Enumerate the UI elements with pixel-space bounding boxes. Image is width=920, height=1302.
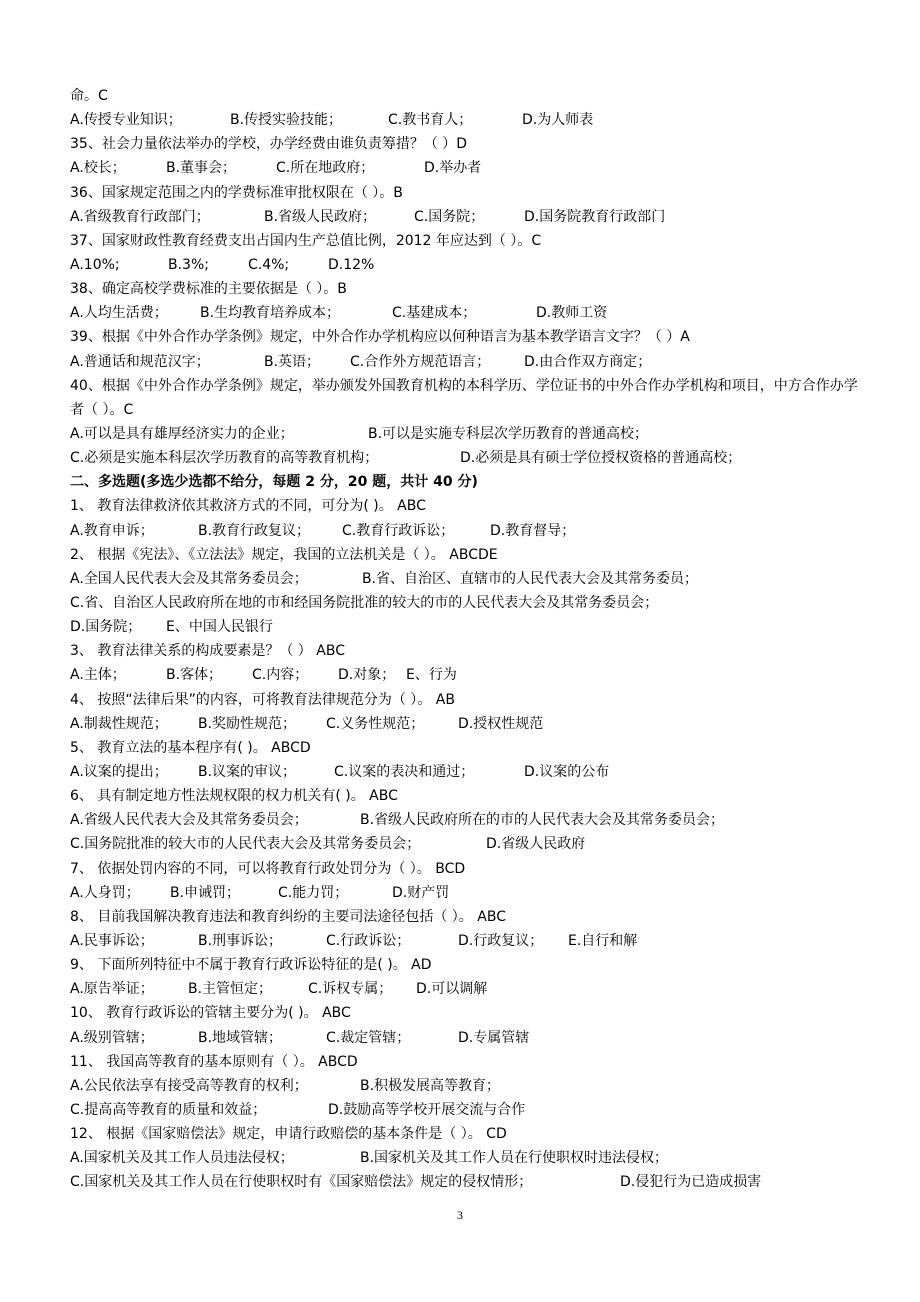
text-line bbox=[70, 663, 860, 687]
text-line bbox=[70, 615, 860, 639]
option-text: D.财产罚 bbox=[392, 884, 450, 901]
option-text: A.主体； bbox=[70, 667, 126, 684]
line-text: 2、 根据《宪法》、《立法法》规定，我国的立法机关是（ ）。 ABCDE bbox=[70, 546, 498, 563]
text-line bbox=[70, 422, 860, 446]
option-text: C.国家机关及其工作人员在行使职权时有《国家赔偿法》规定的侵权情形； bbox=[70, 1174, 533, 1191]
text-line bbox=[70, 1098, 860, 1122]
option-text: A.可以是具有雄厚经济实力的企业； bbox=[70, 426, 294, 442]
option-text: D.由合作双方商定； bbox=[524, 353, 652, 370]
text-line bbox=[70, 108, 860, 132]
option-text: D.议案的公布 bbox=[524, 763, 610, 780]
text-line bbox=[70, 543, 860, 567]
text-line bbox=[70, 1122, 860, 1146]
option-text: B.积极发展高等教育； bbox=[360, 1077, 501, 1094]
text-line bbox=[70, 977, 860, 1001]
line-text: 10、 教育行政诉讼的管辖主要分为( )。 ABC bbox=[70, 1005, 351, 1022]
text-line bbox=[70, 374, 860, 422]
option-text: C.能力罚； bbox=[278, 884, 349, 901]
option-text: A.原告举证； bbox=[70, 981, 154, 998]
line-text: 5、 教育立法的基本程序有( )。 ABCD bbox=[70, 739, 311, 756]
text-line bbox=[70, 953, 860, 977]
option-text: D.举办者 bbox=[424, 160, 482, 177]
text-line bbox=[70, 325, 860, 349]
line-text: 11、 我国高等教育的基本原则有（ ）。 ABCD bbox=[70, 1053, 358, 1070]
option-text: B.传授实验技能； bbox=[230, 112, 343, 129]
option-text: A.普通话和规范汉字； bbox=[70, 353, 210, 370]
option-text: D.必须是具有硕士学位授权资格的普通高校； bbox=[460, 450, 742, 467]
option-text: A.10%; bbox=[70, 256, 120, 273]
text-line bbox=[70, 181, 860, 205]
option-text: D.侵犯行为已造成损害 bbox=[620, 1174, 762, 1191]
option-text: B.地域管辖； bbox=[198, 1029, 283, 1046]
line-text: 4、 按照“法律后果”的内容，可将教育法律规范分为（ ）。 AB bbox=[70, 691, 455, 708]
line-text: C.省、自治区人民政府所在地的市和经国务院批准的较大的市的人民代表大会及其常务委员会； bbox=[70, 594, 659, 611]
option-text: C.国务院； bbox=[414, 208, 485, 225]
line-text: 40、根据《中外合作办学条例》规定，举办颁发外国教育机构的本科学历、学位证书的中外合作办学机构和项目，中方合作办学者（ ）。C bbox=[70, 377, 858, 418]
option-text: B.议案的审议； bbox=[198, 763, 297, 780]
option-text: A.人均生活费； bbox=[70, 305, 168, 322]
text-line bbox=[70, 736, 860, 760]
option-text: C.必须是实施本科层次学历教育的高等教育机构； bbox=[70, 450, 379, 467]
text-line bbox=[70, 1050, 860, 1074]
text-line bbox=[70, 446, 860, 470]
text-line bbox=[70, 881, 860, 905]
option-text: A.民事诉讼； bbox=[70, 932, 154, 949]
option-text: D.国务院教育行政部门 bbox=[524, 208, 666, 225]
option-text: B.英语； bbox=[264, 353, 321, 370]
option-text: D.对象； bbox=[338, 667, 396, 684]
option-text: C.内容； bbox=[252, 667, 309, 684]
exam-content bbox=[70, 84, 860, 1195]
option-text: E.自行和解 bbox=[568, 932, 638, 949]
text-line bbox=[70, 253, 860, 277]
line-text: 35、社会力量依法举办的学校，办学经费由谁负责筹措？（ ）D bbox=[70, 136, 468, 153]
option-text: A.校长； bbox=[70, 160, 126, 177]
text-line bbox=[70, 205, 860, 229]
line-text: 38、确定高校学费标准的主要依据是（ ）。B bbox=[70, 281, 347, 298]
option-text: A.全国人民代表大会及其常务委员会； bbox=[70, 570, 308, 587]
text-line bbox=[70, 84, 860, 108]
option-text: A.制裁性规范； bbox=[70, 715, 168, 732]
line-text: 8、 目前我国解决教育违法和教育纠纷的主要司法途径包括（ ）。 ABC bbox=[70, 908, 506, 925]
option-text: C.行政诉讼； bbox=[326, 932, 411, 949]
option-text: A.传授专业知识； bbox=[70, 112, 182, 129]
text-line bbox=[70, 1026, 860, 1050]
text-line bbox=[70, 688, 860, 712]
option-text: A.公民依法享有接受高等教育的权利； bbox=[70, 1077, 308, 1094]
option-text: B.董事会； bbox=[166, 160, 237, 177]
text-line bbox=[70, 591, 860, 615]
text-line bbox=[70, 760, 860, 784]
option-text: C.国务院批准的较大市的人民代表大会及其常务委员会； bbox=[70, 836, 421, 853]
text-line bbox=[70, 808, 860, 832]
option-text: D.12% bbox=[328, 256, 375, 273]
option-text: B.可以是实施专科层次学历教育的普通高校； bbox=[368, 426, 649, 442]
text-line bbox=[70, 905, 860, 929]
option-text: A.省级人民代表大会及其常务委员会； bbox=[70, 812, 308, 829]
option-text: B.奖励性规范； bbox=[198, 715, 297, 732]
option-text: E、行为 bbox=[406, 667, 457, 684]
text-line bbox=[70, 229, 860, 253]
option-text: A.级别管辖； bbox=[70, 1029, 154, 1046]
text-line bbox=[70, 784, 860, 808]
option-text: D.为人师表 bbox=[522, 112, 594, 129]
text-line bbox=[70, 156, 860, 180]
option-text: B.教育行政复议； bbox=[198, 522, 311, 539]
text-line bbox=[70, 494, 860, 518]
text-line bbox=[70, 832, 860, 856]
option-text: D.省级人民政府 bbox=[486, 836, 586, 853]
text-line bbox=[70, 639, 860, 663]
line-text: 39、根据《中外合作办学条例》规定，中外合作办学机构应以何种语言为基本教学语言文字？（ ）A bbox=[70, 329, 690, 346]
option-text: B.申诫罚； bbox=[170, 884, 241, 901]
option-text: B.刑事诉讼； bbox=[198, 932, 283, 949]
option-text: D.授权性规范 bbox=[458, 715, 544, 732]
text-line bbox=[70, 1074, 860, 1098]
option-text: D.教师工资 bbox=[536, 305, 608, 322]
text-line bbox=[70, 567, 860, 591]
option-text: C.议案的表决和通过； bbox=[334, 763, 475, 780]
text-line bbox=[70, 929, 860, 953]
text-line bbox=[70, 1146, 860, 1170]
option-text: A.国家机关及其工作人员违法侵权； bbox=[70, 1150, 294, 1167]
option-text: D.可以调解 bbox=[416, 981, 488, 998]
text-line bbox=[70, 1170, 860, 1194]
option-text: A.教育申诉； bbox=[70, 522, 154, 539]
option-text: B.客体； bbox=[166, 667, 223, 684]
option-text: E、中国人民银行 bbox=[166, 619, 273, 636]
text-line bbox=[70, 1001, 860, 1025]
option-text: C.教育行政诉讼； bbox=[342, 522, 455, 539]
line-text: 3、 教育法律关系的构成要素是？（ ） ABC bbox=[70, 643, 345, 660]
option-text: D.鼓励高等学校开展交流与合作 bbox=[328, 1101, 526, 1118]
option-text: B.主管恒定； bbox=[188, 981, 273, 998]
text-line bbox=[70, 132, 860, 156]
line-text: 命。C bbox=[70, 88, 108, 104]
option-text: B.省级人民政府； bbox=[264, 208, 377, 225]
option-text: C.诉权专属； bbox=[308, 981, 393, 998]
text-line bbox=[70, 277, 860, 301]
line-text: 9、 下面所列特征中不属于教育行政诉讼特征的是( )。 AD bbox=[70, 957, 432, 974]
option-text: D.国务院； bbox=[70, 619, 142, 636]
text-line bbox=[70, 519, 860, 543]
option-text: A.省级教育行政部门； bbox=[70, 208, 210, 225]
text-line bbox=[70, 301, 860, 325]
option-text: B.生均教育培养成本； bbox=[200, 305, 341, 322]
line-text: 12、 根据《国家赔偿法》规定，申请行政赔偿的基本条件是（ ）。 CD bbox=[70, 1126, 507, 1143]
option-text: C.义务性规范； bbox=[326, 715, 425, 732]
option-text: C.裁定管辖； bbox=[326, 1029, 411, 1046]
page-number: 3 bbox=[457, 1208, 463, 1222]
option-text: D.教育督导； bbox=[490, 522, 576, 539]
option-text: C.合作外方规范语言； bbox=[350, 353, 491, 370]
option-text: D.行政复议； bbox=[458, 932, 544, 949]
option-text: C.提高高等教育的质量和效益； bbox=[70, 1101, 267, 1118]
option-text: A.人身罚； bbox=[70, 884, 140, 901]
option-text: C.基建成本； bbox=[392, 305, 477, 322]
option-text: B.国家机关及其工作人员在行使职权时违法侵权； bbox=[360, 1150, 669, 1167]
option-text: D.专属管辖 bbox=[458, 1029, 530, 1046]
option-text: C.所在地政府； bbox=[276, 160, 375, 177]
option-text: C.教书育人； bbox=[388, 112, 473, 129]
option-text: C.4%; bbox=[248, 256, 290, 273]
line-text: 36、国家规定范围之内的学费标准审批权限在（ ）。B bbox=[70, 184, 403, 201]
text-line bbox=[70, 350, 860, 374]
text-line bbox=[70, 857, 860, 881]
option-text: B.3%; bbox=[168, 256, 209, 273]
option-text: B.省、自治区、直辖市的人民代表大会及其常务委员； bbox=[362, 570, 699, 587]
line-text: 37、国家财政性教育经费支出占国内生产总值比例，2012 年应达到（ ）。C bbox=[70, 232, 542, 249]
text-line bbox=[70, 712, 860, 736]
line-text: 1、 教育法律救济依其救济方式的不同，可分为( )。 ABC bbox=[70, 498, 426, 515]
option-text: A.议案的提出； bbox=[70, 763, 168, 780]
option-text: B.省级人民政府所在的市的人民代表大会及其常务委员会； bbox=[360, 812, 725, 829]
line-text: 6、 具有制定地方性法规权限的权力机关有( )。 ABC bbox=[70, 788, 398, 805]
line-text: 7、 依据处罚内容的不同，可以将教育行政处罚分为（ ）。 BCD bbox=[70, 860, 466, 877]
section-heading bbox=[70, 470, 860, 494]
line-text: 二、多选题(多选少选都不给分，每题 2 分，20 题，共计 40 分) bbox=[70, 474, 478, 491]
